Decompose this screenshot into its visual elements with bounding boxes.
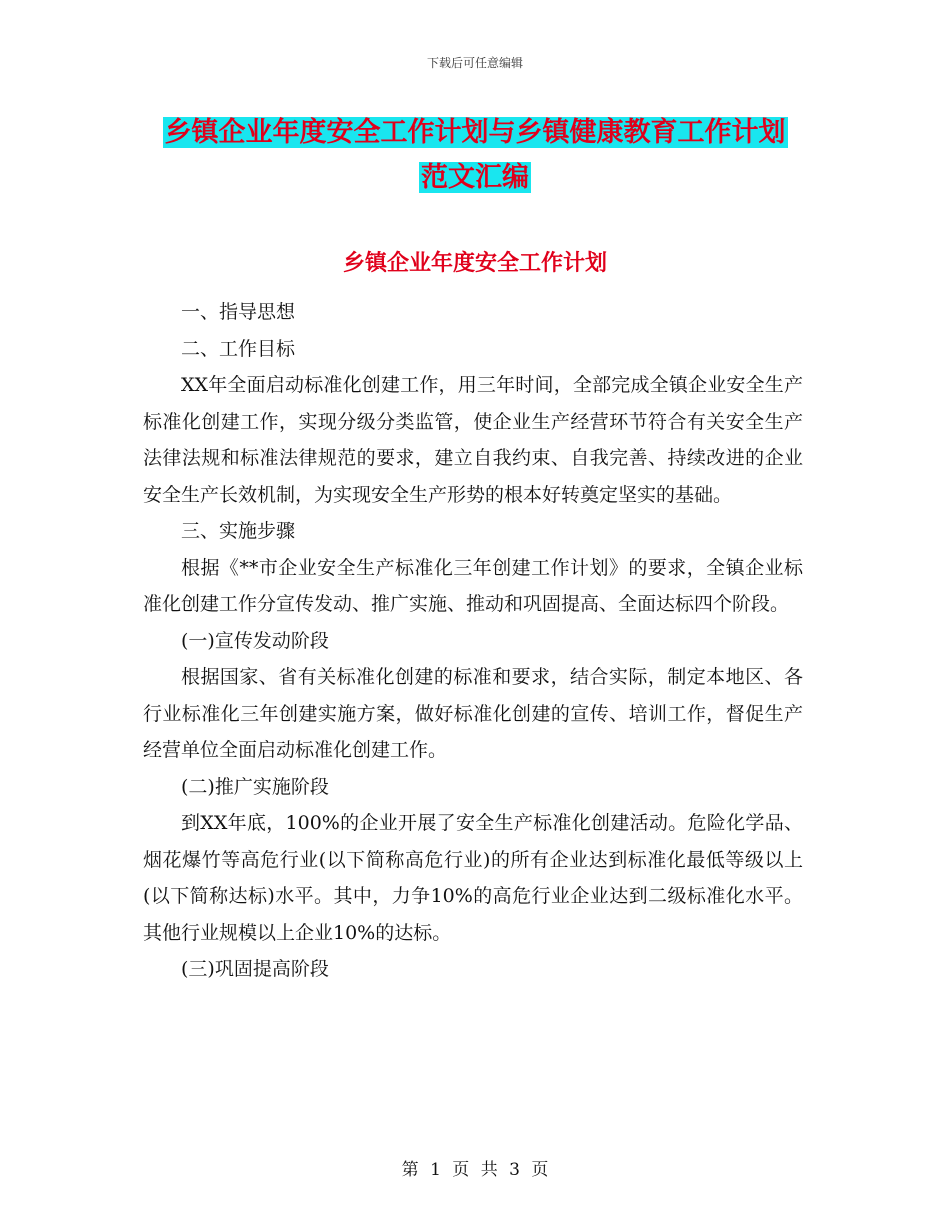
heading-stage-1: (一)宣传发动阶段 <box>181 629 329 652</box>
paragraph-stage-1: 根据国家、省有关标准化创建的标准和要求，结合实际，制定本地区、各行业标准化三年创建实施方案，做好标准化创建的宣传、培训工作，督促生产经营单位全面启动标准化创建工作。 <box>143 666 803 761</box>
document-body <box>143 294 803 988</box>
heading-stage-3: (三)巩固提高阶段 <box>181 958 329 980</box>
title-line-1: 乡镇企业年度安全工作计划与乡镇健康教育工作计划 <box>164 117 786 148</box>
paragraph-goals: XX年全面启动标准化创建工作，用三年时间，全部完成全镇企业安全生产标准化创建工作，实现分级分类监管，使企业生产经营环节符合有关安全生产法律法规和标准法律规范的要求，建立自我约束、自我完善、持续改进的企业安全生产长效机制，为实现安全生产形势的根本好转奠定坚实的基础。 <box>143 374 803 506</box>
heading-work-goals: 二、工作目标 <box>181 337 296 360</box>
heading-guiding-ideology: 一、指导思想 <box>181 301 296 323</box>
title-line-2: 范文汇编 <box>421 162 529 193</box>
heading-stage-2: (二)推广实施阶段 <box>181 775 329 798</box>
document-title <box>0 110 950 200</box>
page-footer: 第 1 页 共 3 页 <box>401 1160 549 1180</box>
section-title: 乡镇企业年度安全工作计划 <box>342 251 607 276</box>
header-note: 下载后可任意编辑 <box>426 56 523 70</box>
heading-implementation-steps: 三、实施步骤 <box>181 520 296 542</box>
paragraph-stage-2: 到XX年底，100%的企业开展了安全生产标准化创建活动。危险化学品、烟花爆竹等高危行业(以下简称高危行业)的所有企业达到标准化最低等级以上(以下简称达标)水平。其中，力争10%的高危行业企业达到二级标准化水平。其他行业规模以上企业10%的达标。 <box>143 812 803 944</box>
paragraph-steps-intro: 根据《**市企业安全生产标准化三年创建工作计划》的要求，全镇企业标准化创建工作分宣传发动、推广实施、推动和巩固提高、全面达标四个阶段。 <box>143 556 803 615</box>
